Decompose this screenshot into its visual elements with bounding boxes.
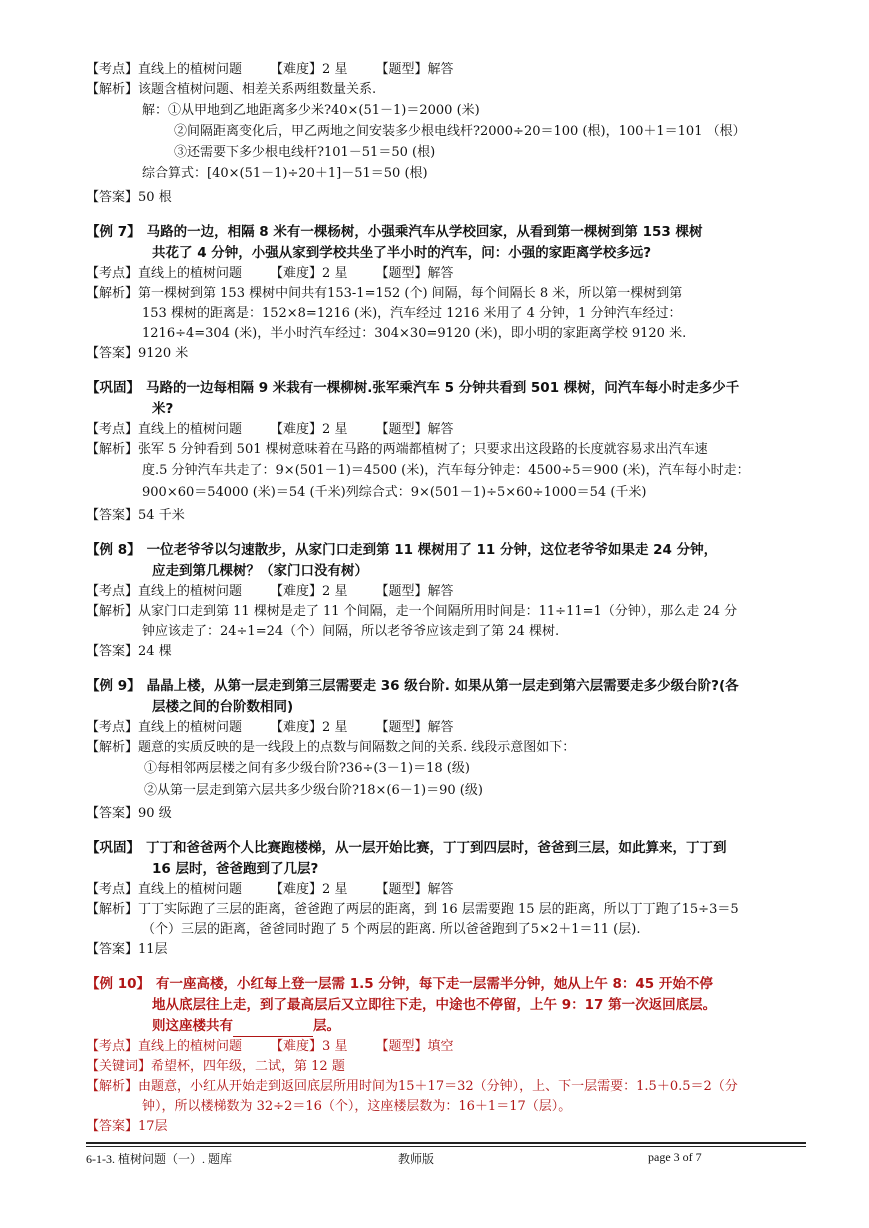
kaodian-value: 直线上的植树问题 bbox=[138, 62, 243, 77]
consolidation-2 bbox=[86, 838, 806, 960]
jiexi-text-2: 153 棵树的距离是：152×8=1216 (米)，汽车经过 1216 米用了 4 分钟，1 分钟汽车经过： bbox=[142, 306, 682, 321]
nandu-label: 【难度】 bbox=[270, 720, 323, 735]
tixing-value: 解答 bbox=[427, 62, 454, 77]
question-tag: 【例 7】 bbox=[86, 224, 141, 240]
answer-row bbox=[86, 940, 806, 960]
daan-value: 54 千米 bbox=[138, 508, 185, 523]
meta-row bbox=[86, 420, 806, 440]
question-tag: 【巩固】 bbox=[86, 380, 140, 396]
answer-row bbox=[86, 1117, 806, 1137]
jiexi-text-2: 钟应该走了：24÷1=24（个）间隔，所以老爷爷应该走到了第 24 棵树. bbox=[142, 624, 560, 639]
jiexi-label: 【解析】 bbox=[86, 740, 139, 755]
question-text-2: 米? bbox=[152, 401, 174, 417]
nandu-value: 2 星 bbox=[322, 266, 348, 281]
tixing-label: 【题型】 bbox=[375, 62, 428, 77]
jiexi-text-3: 1216÷4=304 (米)，半小时汽车经过：304×30=9120 (米)，即小明的家距离学校 9120 米. bbox=[142, 326, 687, 341]
nandu-value: 2 星 bbox=[322, 422, 348, 437]
tixing-value: 解答 bbox=[427, 266, 454, 281]
solution-step-2: ②间隔距离变化后，甲乙两地之间安装多少根电线杆?2000÷20＝100 (根)，100＋1＝101 （根） bbox=[174, 124, 746, 139]
kaodian-label: 【考点】 bbox=[86, 1039, 139, 1054]
question-text-2: 地从底层往上走，到了最高层后又立即往下走，中途也不停留，上午 9：17 第一次返回底层。 bbox=[152, 997, 717, 1013]
solution-step-1: 解：①从甲地到乙地距离多少米?40×(51－1)＝2000 (米) bbox=[142, 103, 480, 118]
question-row bbox=[86, 540, 806, 561]
question-text-1: 有一座高楼，小红每上登一层需 1.5 分钟，每下走一层需半分钟，她从上午 8：45 开始不停 bbox=[156, 976, 713, 992]
question-text-3b: 层。 bbox=[313, 1018, 340, 1034]
solution-step-2: ②从第一层走到第六层共多少级台阶?18×(6－1)＝90 (级) bbox=[144, 783, 483, 798]
question-text-1: 丁丁和爸爸两个人比赛跑楼梯，从一层开始比赛，丁丁到四层时，爸爸到三层，如此算来，丁丁到 bbox=[146, 840, 727, 856]
answer-blank bbox=[233, 1022, 313, 1037]
question-text-1: 一位老爷爷以匀速散步，从家门口走到第 11 棵树用了 11 分钟，这位老爷爷如果走 24 分钟， bbox=[146, 542, 718, 558]
jiexi-text: 该题含植树问题、相差关系两组数量关系. bbox=[138, 82, 377, 97]
tixing-value: 填空 bbox=[427, 1039, 454, 1054]
solution-step-1: ①每相邻两层楼之间有多少级台阶?36÷(3－1)＝18 (级) bbox=[144, 761, 470, 776]
kaodian-value: 直线上的植树问题 bbox=[138, 422, 243, 437]
jiexi-text-1: 由题意，小红从开始走到返回底层所用时间为15＋17＝32（分钟），上、下一层需要：1.5＋0.5＝2（分 bbox=[138, 1079, 738, 1094]
combined-formula: 综合算式：[40×(51－1)÷20＋1]－51＝50 (根) bbox=[142, 166, 428, 181]
question-tag: 【例 10】 bbox=[86, 976, 150, 992]
daan-label: 【答案】 bbox=[86, 508, 139, 523]
daan-value: 11层 bbox=[138, 942, 168, 957]
example-7 bbox=[86, 222, 806, 364]
nandu-value: 2 星 bbox=[322, 62, 348, 77]
nandu-value: 2 星 bbox=[322, 720, 348, 735]
tixing-label: 【题型】 bbox=[375, 1039, 428, 1054]
footer-edition: 教师版 bbox=[398, 1152, 435, 1166]
footer-page-number: page 3 of 7 bbox=[648, 1150, 702, 1164]
question-text-2: 16 层时，爸爸跑到了几层? bbox=[152, 861, 319, 877]
jiexi-row bbox=[86, 602, 806, 622]
question-text-2: 共花了 4 分钟，小强从家到学校共坐了半小时的汽车，问：小强的家距离学校多远? bbox=[152, 245, 652, 261]
footer-rule-thick bbox=[86, 1142, 806, 1144]
daan-value: 9120 米 bbox=[138, 346, 189, 361]
answer-row bbox=[86, 188, 806, 208]
jiexi-label: 【解析】 bbox=[86, 286, 139, 301]
daan-value: 50 根 bbox=[138, 190, 172, 205]
kaodian-label: 【考点】 bbox=[86, 882, 139, 897]
meta-row bbox=[86, 1037, 806, 1057]
answer-row bbox=[86, 804, 806, 824]
tixing-label: 【题型】 bbox=[375, 422, 428, 437]
footer-rule-thin bbox=[86, 1146, 806, 1147]
jiexi-text-1: 题意的实质反映的是一线段上的点数与间隔数之间的关系. 线段示意图如下： bbox=[138, 740, 576, 755]
tixing-value: 解答 bbox=[427, 720, 454, 735]
kaodian-value: 直线上的植树问题 bbox=[138, 266, 243, 281]
tixing-label: 【题型】 bbox=[375, 266, 428, 281]
jiexi-row bbox=[86, 738, 806, 758]
answer-row bbox=[86, 506, 806, 526]
meta-row bbox=[86, 582, 806, 602]
question-text-3 bbox=[86, 1016, 806, 1037]
jiexi-row bbox=[86, 900, 806, 920]
solution-block-prev bbox=[86, 60, 806, 208]
daan-value: 17层 bbox=[138, 1119, 168, 1134]
kaodian-label: 【考点】 bbox=[86, 584, 139, 599]
tixing-label: 【题型】 bbox=[375, 720, 428, 735]
page-content bbox=[86, 60, 806, 1151]
daan-label: 【答案】 bbox=[86, 806, 139, 821]
nandu-label: 【难度】 bbox=[270, 584, 323, 599]
question-row bbox=[86, 222, 806, 243]
jiexi-label: 【解析】 bbox=[86, 1079, 139, 1094]
tixing-value: 解答 bbox=[427, 882, 454, 897]
question-row bbox=[86, 378, 806, 399]
question-row bbox=[86, 838, 806, 859]
jiexi-text-1: 丁丁实际跑了三层的距离，爸爸跑了两层的距离，到 16 层需要跑 15 层的距离，所以丁丁跑了15÷3＝5 bbox=[138, 902, 739, 917]
jiexi-row bbox=[86, 80, 806, 100]
jiexi-row bbox=[86, 284, 806, 304]
nandu-label: 【难度】 bbox=[270, 882, 323, 897]
question-tag: 【例 9】 bbox=[86, 678, 141, 694]
question-text-1: 马路的一边，相隔 8 米有一棵杨树，小强乘汽车从学校回家，从看到第一棵树到第 153 棵树 bbox=[146, 224, 703, 240]
jiexi-text-1: 第一棵树到第 153 棵树中间共有153-1=152 (个) 间隔，每个间隔长 8 米，所以第一棵树到第 bbox=[138, 286, 683, 301]
nandu-label: 【难度】 bbox=[270, 266, 323, 281]
daan-label: 【答案】 bbox=[86, 190, 139, 205]
example-10 bbox=[86, 974, 806, 1137]
jiexi-label: 【解析】 bbox=[86, 82, 139, 97]
question-text-2: 应走到第几棵树？（家门口没有树） bbox=[152, 563, 368, 579]
question-text-1: 晶晶上楼，从第一层走到第三层需要走 36 级台阶. 如果从第一层走到第六层需要走多少级台阶?(各 bbox=[146, 678, 739, 694]
jiexi-text-2: 度.5 分钟汽车共走了：9×(501－1)＝4500 (米)，汽车每分钟走：4500÷5＝900 (米)，汽车每小时走： bbox=[142, 463, 750, 478]
daan-label: 【答案】 bbox=[86, 644, 139, 659]
keyword-value: 希望杯，四年级，二试，第 12 题 bbox=[151, 1059, 345, 1074]
daan-value: 24 棵 bbox=[138, 644, 172, 659]
tixing-value: 解答 bbox=[427, 584, 454, 599]
kaodian-label: 【考点】 bbox=[86, 422, 139, 437]
footer-doc-title: 6-1-3. 植树问题（一）. 题库 bbox=[86, 1152, 232, 1166]
kaodian-label: 【考点】 bbox=[86, 720, 139, 735]
example-8 bbox=[86, 540, 806, 662]
tixing-label: 【题型】 bbox=[375, 882, 428, 897]
answer-row bbox=[86, 642, 806, 662]
keyword-row bbox=[86, 1057, 806, 1077]
tixing-label: 【题型】 bbox=[375, 584, 428, 599]
meta-row bbox=[86, 880, 806, 900]
jiexi-label: 【解析】 bbox=[86, 442, 139, 457]
question-text-3a: 则这座楼共有 bbox=[152, 1018, 233, 1034]
nandu-value: 2 星 bbox=[322, 584, 348, 599]
nandu-label: 【难度】 bbox=[270, 422, 323, 437]
kaodian-label: 【考点】 bbox=[86, 266, 139, 281]
example-9 bbox=[86, 676, 806, 824]
question-row bbox=[86, 676, 806, 697]
jiexi-text-1: 从家门口走到第 11 棵树是走了 11 个间隔，走一个间隔所用时间是：11÷11=1（分钟），那么走 24 分 bbox=[138, 604, 738, 619]
keyword-label: 【关键词】 bbox=[86, 1059, 152, 1074]
nandu-value: 2 星 bbox=[322, 882, 348, 897]
kaodian-value: 直线上的植树问题 bbox=[138, 882, 243, 897]
footer-rule bbox=[86, 1142, 806, 1147]
nandu-label: 【难度】 bbox=[270, 1039, 323, 1054]
kaodian-label: 【考点】 bbox=[86, 62, 139, 77]
jiexi-label: 【解析】 bbox=[86, 604, 139, 619]
kaodian-value: 直线上的植树问题 bbox=[138, 1039, 243, 1054]
daan-label: 【答案】 bbox=[86, 346, 139, 361]
nandu-value: 3 星 bbox=[322, 1039, 348, 1054]
meta-row bbox=[86, 718, 806, 738]
nandu-label: 【难度】 bbox=[270, 62, 323, 77]
jiexi-text-1: 张军 5 分钟看到 501 棵树意味着在马路的两端都植树了；只要求出这段路的长度就容易求出汽车速 bbox=[138, 442, 708, 457]
question-text-2: 层楼之间的台阶数相同) bbox=[152, 699, 294, 715]
kaodian-value: 直线上的植树问题 bbox=[138, 584, 243, 599]
solution-step-3: ③还需要下多少根电线杆?101－51＝50 (根) bbox=[174, 145, 436, 160]
question-tag: 【例 8】 bbox=[86, 542, 141, 558]
tixing-value: 解答 bbox=[427, 422, 454, 437]
question-tag: 【巩固】 bbox=[86, 840, 140, 856]
daan-label: 【答案】 bbox=[86, 942, 139, 957]
answer-row bbox=[86, 344, 806, 364]
consolidation-1 bbox=[86, 378, 806, 526]
daan-value: 90 级 bbox=[138, 806, 172, 821]
question-text-1: 马路的一边每相隔 9 米栽有一棵柳树.张军乘汽车 5 分钟共看到 501 棵树，问汽车每小时走多少千 bbox=[146, 380, 740, 396]
jiexi-text-3: 900×60＝54000 (米)＝54 (千米)列综合式：9×(501－1)÷5×60÷1000＝54 (千米) bbox=[142, 485, 647, 500]
meta-row bbox=[86, 264, 806, 284]
jiexi-text-2: 钟），所以楼梯数为 32÷2＝16（个），这座楼层数为：16＋1＝17（层）。 bbox=[142, 1099, 572, 1114]
jiexi-text-2: （个）三层的距离，爸爸同时跑了 5 个两层的距离. 所以爸爸跑到了5×2＋1＝11 (层). bbox=[142, 922, 641, 937]
question-row bbox=[86, 974, 806, 995]
jiexi-label: 【解析】 bbox=[86, 902, 139, 917]
daan-label: 【答案】 bbox=[86, 1119, 139, 1134]
jiexi-row bbox=[86, 1077, 806, 1097]
meta-row bbox=[86, 60, 806, 80]
kaodian-value: 直线上的植树问题 bbox=[138, 720, 243, 735]
jiexi-row bbox=[86, 440, 806, 460]
